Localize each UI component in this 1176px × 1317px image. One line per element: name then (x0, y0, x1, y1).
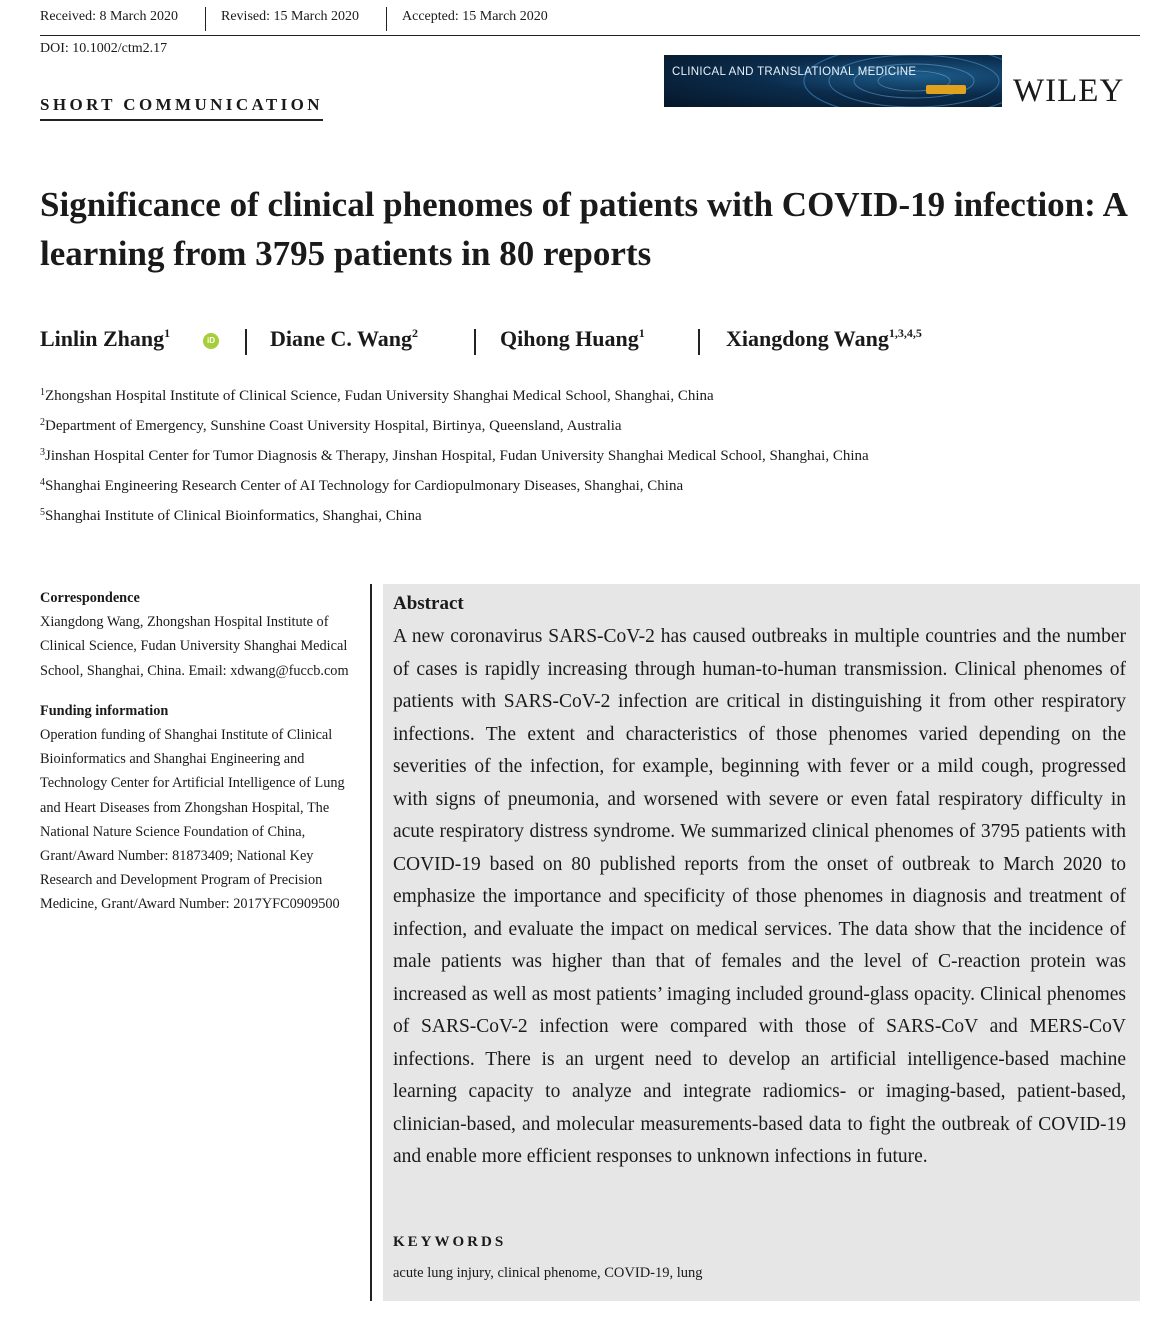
author-divider (698, 329, 700, 355)
affiliation: $^4$Shanghai Engineering Research Center of AI Technology for Cardiopulmonary Diseases, Shanghai, China (40, 477, 684, 494)
publisher-logo: WILEY (1013, 73, 1125, 109)
author-divider (245, 329, 247, 355)
article-dates-bar (40, 7, 1140, 36)
keywords-text: acute lung injury, clinical phenome, COVID-19, lung (393, 1265, 703, 1281)
keywords-heading: KEYWORDS (393, 1234, 507, 1250)
funding-heading: Funding information (40, 702, 169, 719)
author-name[interactable]: Qihong Huang$^1$ (500, 326, 645, 351)
author-name[interactable]: Diane C. Wang$^2$ (270, 326, 419, 351)
author-divider (474, 329, 476, 355)
accepted-date: Accepted: 15 March 2020 (402, 9, 548, 24)
affiliation: $^3$Jinshan Hospital Center for Tumor Diagnosis & Therapy, Jinshan Hospital, Fudan University Shanghai Medical School, Shanghai, China (40, 447, 869, 464)
divider (205, 7, 206, 31)
affiliation: $^2$Department of Emergency, Sunshine Coast University Hospital, Birtinya, Queensland, Australia (40, 417, 622, 434)
journal-logo-banner (664, 55, 1002, 107)
author-name[interactable]: Linlin Zhang$^1$ (40, 326, 171, 351)
correspondence-heading: Correspondence (40, 590, 140, 606)
affiliation: $^1$Zhongshan Hospital Institute of Clinical Science, Fudan University Shanghai Medical School, Shanghai, China (40, 387, 714, 404)
article-sidebar (40, 586, 360, 917)
divider (386, 7, 387, 31)
doi[interactable]: DOI: 10.1002/ctm2.17 (40, 41, 168, 56)
banner-swirl-graphic (664, 55, 1002, 107)
article-title: Significance of clinical phenomes of patients with COVID-19 infection: A learning from 3795 patients in 80 reports (40, 185, 1126, 273)
revised-date: Revised: 15 March 2020 (221, 9, 360, 24)
abstract-panel (383, 584, 1140, 1301)
author-name[interactable]: Xiangdong Wang$^{1,3,4,5}$ (726, 326, 922, 351)
correspondence-text: Xiangdong Wang, Zhongshan Hospital Institute of Clinical Science, Fudan University Shanghai Medical School, Shanghai, China. Email: xdwang@fuccb.com (40, 614, 349, 679)
abstract-text: A new coronavirus SARS-CoV-2 has caused outbreaks in multiple countries and the number of cases is rapidly increasing through human-to-human transmission. Clinical phenomes of patients with SARS-CoV-2 infection are critical in distinguishing it from other respiratory infections. The extent and characteristics of those phenomes varied depending on the severities of the infection, for example, beginning with fever or a mild cough, progressed with signs of pneumonia, and worsened with severe or even fatal respiratory difficulty in acute respiratory distress syndrome. We summarized clinical phenomes of 3795 patients with COVID-19 based on 80 published reports from the onset of outbreak to March 2020 to emphasize the importance and specificity of those phenomes in diagnosis and treatment of infection, and evaluate the impact on medical services. The data show that the incidence of male patients was higher than that of females and the level of C-reaction protein was increased as well as most patients’ imaging included ground-glass opacity. Clinical phenomes of SARS-CoV-2 infection were compared with those of SARS-CoV and MERS-CoV infections. There is an urgent need to develop an artificial intelligence-based machine learning capacity to analyze and integrate radiomics- or imaging-based, patient-based, clinician-based, and molecular measurements-based data to fight the outbreak of COVID-19 and enable more efficient responses to unknown infections in future. (393, 626, 1126, 1167)
journal-name: CLINICAL AND TRANSLATIONAL MEDICINE (672, 66, 917, 78)
article-type-label: SHORT COMMUNICATION (40, 95, 323, 121)
open-access-badge (926, 85, 966, 94)
orcid-icon[interactable]: iD (203, 333, 219, 349)
abstract-heading: Abstract (393, 593, 464, 614)
column-divider (370, 584, 372, 1301)
received-date: Received: 8 March 2020 (40, 9, 179, 24)
funding-text: Operation funding of Shanghai Institute of Clinical Bioinformatics and Shanghai Engineering and Technology Center for Artificial Intelligence of Lung and Heart Diseases from Zhongshan Hospital, The National Nature Science Foundation of China, Grant/Award Number: 81873409; National Key Research and Development Program of Precision Medicine, Grant/Award Number: 2017YFC0909500 (40, 727, 345, 913)
affiliation: $^5$Shanghai Institute of Clinical Bioinformatics, Shanghai, China (40, 507, 422, 524)
